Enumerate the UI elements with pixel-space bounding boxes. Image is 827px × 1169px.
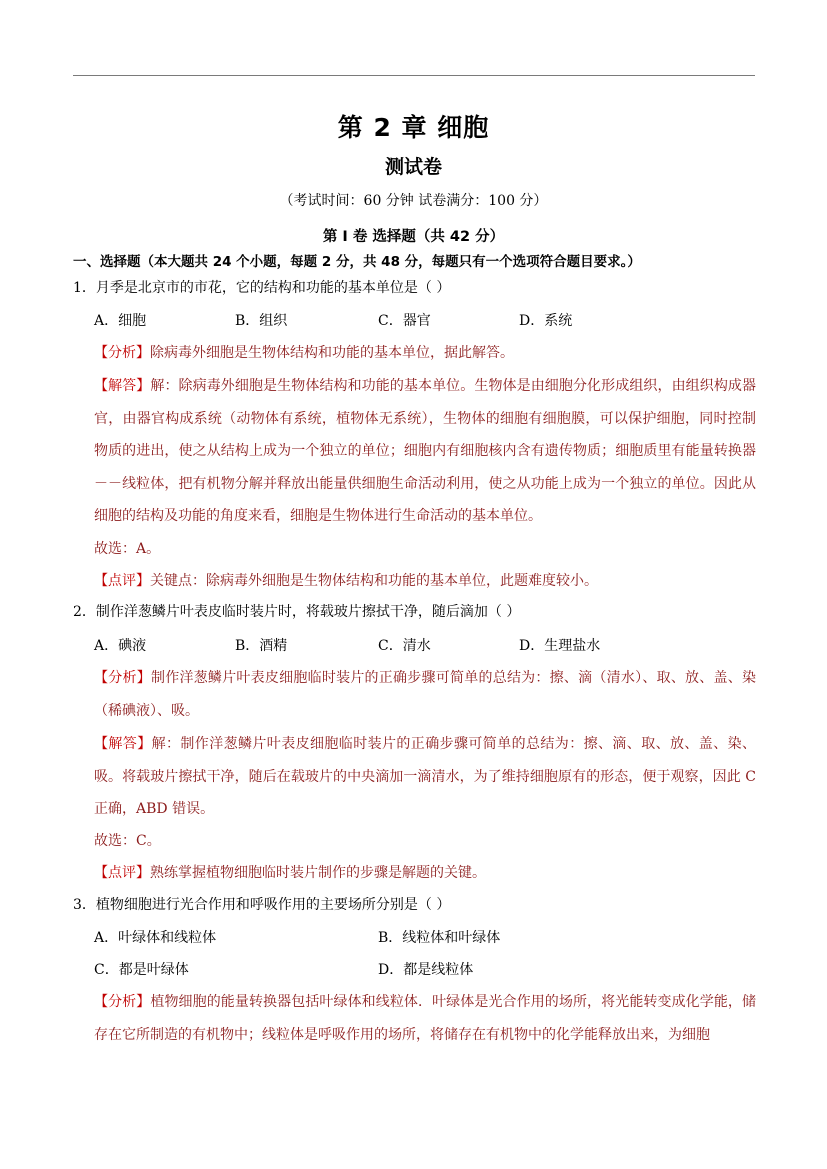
subtitle: 测试卷 <box>384 156 442 178</box>
q2-option-a: A．碘液 <box>94 638 147 654</box>
q1-choice: 故选：A。 <box>94 541 161 557</box>
q2-option-b: B．酒精 <box>235 638 288 654</box>
answer-tag: 【解答】 <box>94 378 151 394</box>
q1-answer: 【解答】解：除病毒外细胞是生物体结构和功能的基本单位。生物体是由细胞分化形成组织，由组织构成器官，由器官构成系统（动物体有系统，植物体无系统），生物体的细胞有细胞膜，可以保护细胞，同时控制物质的进出，使之从结构上成为一个独立的单位；细胞内有细胞核内含有遗传物质；细胞质里有能量转换器－－线粒体，把有机物分解并释放出能量供细胞生命活动利用，使之从功能上成为一个独立的单位。因此从细胞的结构及功能的角度来看，细胞是生物体进行生命活动的基本单位。 <box>94 378 757 524</box>
q1-comment: 【点评】关键点：除病毒外细胞是生物体结构和功能的基本单位，此题难度较小。 <box>94 573 598 589</box>
q2-choice: 故选：C。 <box>94 833 161 849</box>
exam-info: （考试时间：60 分钟 试卷满分：100 分） <box>279 193 548 209</box>
analysis-tag: 【分析】 <box>94 670 151 686</box>
q2-option-d: D．生理盐水 <box>519 638 601 654</box>
question-3-stem: 3．植物细胞进行光合作用和呼吸作用的主要场所分别是（ ） <box>73 897 451 913</box>
analysis-tag: 【分析】 <box>94 345 150 361</box>
q3-option-b: B．线粒体和叶绿体 <box>378 930 501 946</box>
q1-option-c: C．器官 <box>378 313 431 329</box>
chapter-title: 第 2 章 细胞 <box>337 113 490 142</box>
header-rule <box>73 75 755 76</box>
q2-comment: 【点评】熟练掌握植物细胞临时装片制作的步骤是解题的关键。 <box>94 865 486 881</box>
q3-option-a: A．叶绿体和线粒体 <box>94 930 217 946</box>
analysis-tag: 【分析】 <box>94 994 151 1010</box>
q1-option-d: D．系统 <box>519 313 573 329</box>
question-1-stem: 1．月季是北京市的市花，它的结构和功能的基本单位是（ ） <box>73 280 451 296</box>
q1-option-a: A．细胞 <box>94 313 147 329</box>
question-2-stem: 2．制作洋葱鳞片叶表皮临时装片时，将载玻片擦拭干净，随后滴加（ ） <box>73 604 521 620</box>
comment-tag: 【点评】 <box>94 865 150 881</box>
q3-option-d: D．都是线粒体 <box>378 962 474 978</box>
q2-analysis: 【分析】制作洋葱鳞片叶表皮细胞临时装片的正确步骤可简单的总结为：擦、滴（清水）、取、放、盖、染（稀碘液）、吸。 <box>94 670 757 719</box>
q2-answer: 【解答】解：制作洋葱鳞片叶表皮细胞临时装片的正确步骤可简单的总结为：擦、滴、取、放、盖、染、吸。将载玻片擦拭干净，随后在载玻片的中央滴加一滴清水，为了维持细胞原有的形态，便于观察，因此 C 正确，ABD 错误。 <box>94 736 757 817</box>
q1-analysis: 【分析】除病毒外细胞是生物体结构和功能的基本单位，据此解答。 <box>94 345 514 361</box>
section-heading: 一、选择题（本大题共 24 个小题，每题 2 分，共 48 分，每题只有一个选项符合题目要求。） <box>73 254 641 270</box>
q3-option-c: C．都是叶绿体 <box>94 962 189 978</box>
q3-analysis: 【分析】植物细胞的能量转换器包括叶绿体和线粒体．叶绿体是光合作用的场所，将光能转变成化学能，储存在它所制造的有机物中；线粒体是呼吸作用的场所，将储存在有机物中的化学能释放出来，为细胞 <box>94 994 757 1043</box>
answer-tag: 【解答】 <box>94 736 152 752</box>
part-title: 第 Ⅰ 卷 选择题（共 42 分） <box>322 229 505 245</box>
comment-tag: 【点评】 <box>94 573 150 589</box>
q2-option-c: C．清水 <box>378 638 431 654</box>
q1-option-b: B．组织 <box>235 313 288 329</box>
